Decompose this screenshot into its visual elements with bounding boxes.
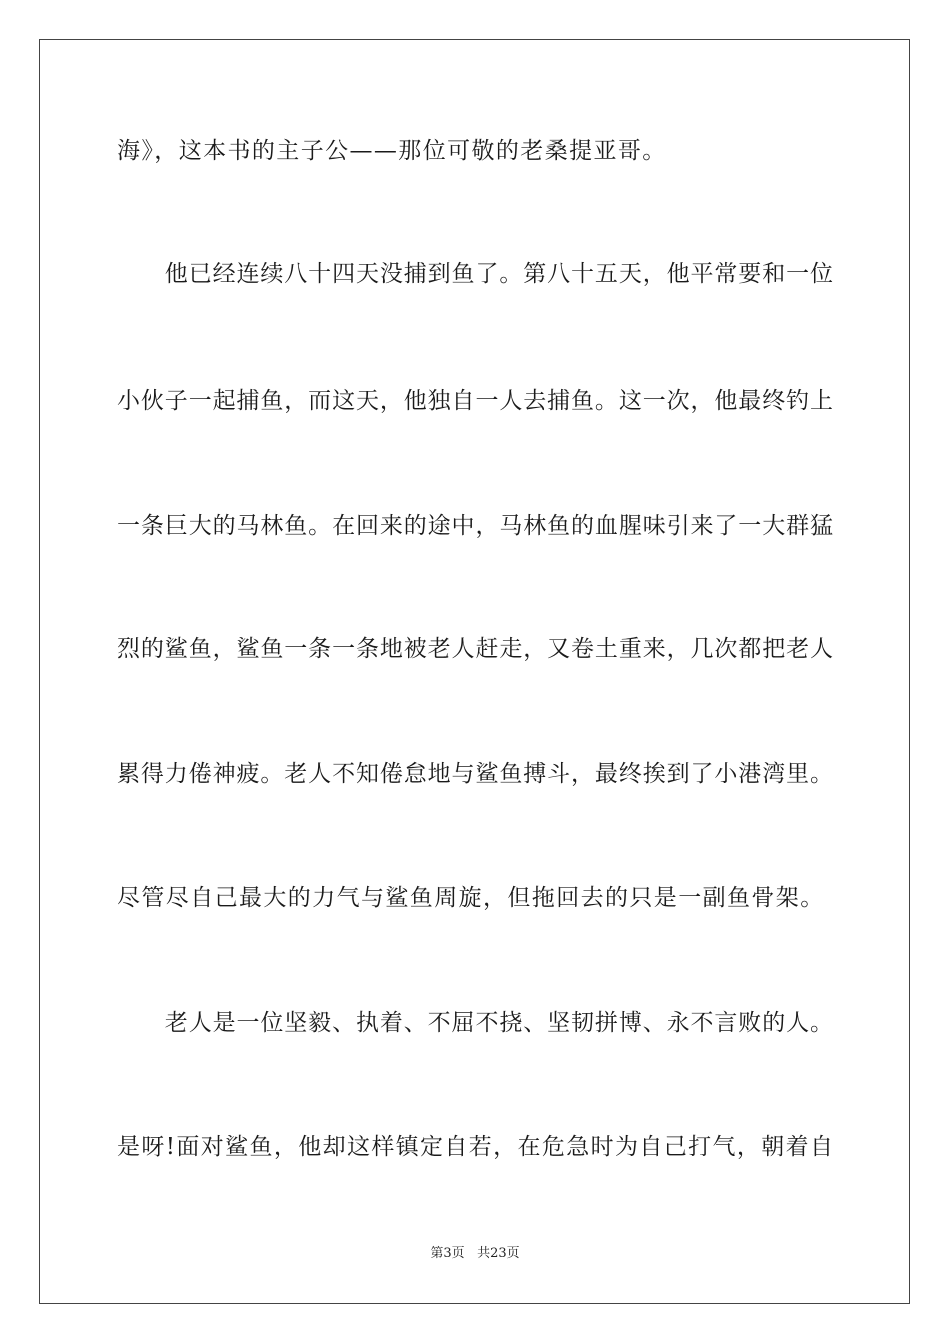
page-total: 共23页 bbox=[477, 1246, 520, 1261]
text-line: 老人是一位坚毅、执着、不屈不挠、坚韧拼博、永不言败的人。 bbox=[117, 1010, 833, 1036]
text-line: 是呀!面对鲨鱼，他却这样镇定自若，在危急时为自己打气，朝着自 bbox=[117, 1134, 833, 1160]
text-line: 尽管尽自己最大的力气与鲨鱼周旋，但拖回去的只是一副鱼骨架。 bbox=[117, 885, 825, 911]
page-footer bbox=[0, 1245, 950, 1263]
text-line: 累得力倦神疲。老人不知倦怠地与鲨鱼搏斗，最终挨到了小港湾里。 bbox=[117, 761, 833, 787]
page-border bbox=[39, 39, 910, 1304]
text-line: 海》，这本书的主子公——那位可敬的老桑提亚哥。 bbox=[117, 138, 667, 164]
text-line: 一条巨大的马林鱼。在回来的途中，马林鱼的血腥味引来了一大群猛 bbox=[117, 513, 833, 539]
page-number: 第3页 bbox=[430, 1246, 465, 1261]
text-line: 小伙子一起捕鱼，而这天，他独自一人去捕鱼。这一次，他最终钓上 bbox=[117, 388, 833, 414]
text-line: 烈的鲨鱼，鲨鱼一条一条地被老人赶走，又卷土重来，几次都把老人 bbox=[117, 636, 833, 662]
text-line: 他已经连续八十四天没捕到鱼了。第八十五天，他平常要和一位 bbox=[117, 261, 833, 287]
